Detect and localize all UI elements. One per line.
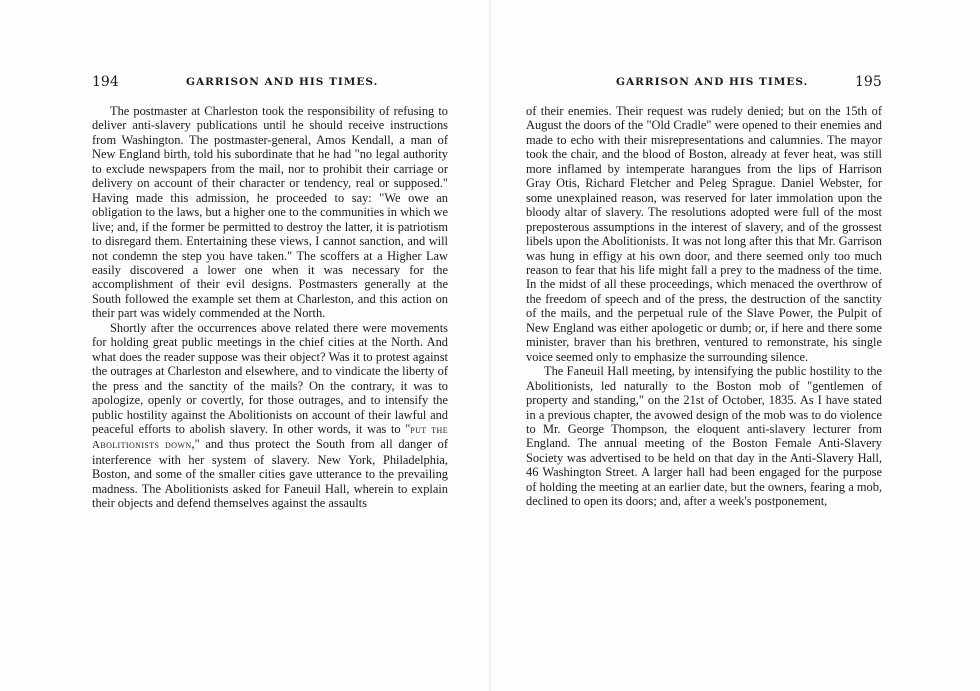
left-paragraph-2-text-b: ," and thus protect the South from all danger of interference with her system of slavery. New York, Philadelphia, Boston, and some of the smaller cities gave utterance to the prevailing madness. The Abolitionists asked for Faneuil Hall, wherein to explain their objects and defend themselves against the assaults	[92, 437, 448, 511]
left-paragraph-1: The postmaster at Charleston took the responsibility of refusing to deliver anti-slavery publications until he should receive instructions from Washington. The postmaster-general, Amos Kendall, a man of New England birth, told his subordinate that he had "no legal authority to exclude newspapers from the mail, nor to prohibit their carriage or delivery on account of their character or tendency, real or supposed." Having made this admission, he proceeded to say: "We owe an obligation to the laws, but a higher one to the communities in which we live; and, if the former be permitted to destroy the latter, it is patriotism to disregard them. Entertaining these views, I cannot sanction, and will not condemn the step you have taken." The scoffers at a Higher Law easily discovered a lower one when it was necessary for the accomplishment of their evil designs. Postmasters generally at the South followed the example set them at Charleston, and this action on their part was widely commended at the North.	[92, 104, 448, 321]
right-running-head: GARRISON AND HIS TIMES.	[616, 76, 809, 88]
right-page	[490, 0, 980, 691]
left-running-head: GARRISON AND HIS TIMES.	[186, 76, 379, 88]
left-page-number: 194	[92, 74, 119, 90]
left-paragraph-2-smallcaps: put the Abolitionists down	[92, 423, 448, 452]
right-page-body	[526, 104, 882, 509]
left-page-body	[92, 104, 448, 511]
right-page-number: 195	[855, 74, 882, 90]
right-paragraph-2: The Faneuil Hall meeting, by intensifying the public hostility to the Abolitionists, led naturally to the Boston mob of "gentlemen of property and standing," on the 21st of October, 1835. As I have stated in a previous chapter, the avowed design of the mob was to do violence to Mr. George Thompson, the eloquent anti-slavery lecturer from England. The annual meeting of the Boston Female Anti-Slavery Society was advertised to be held on that day in the Anti-Slavery Hall, 46 Washington Street. A larger hall had been engaged for the purpose of holding the meeting at an earlier date, but the owners, fearing a mob, declined to open its doors; and, after a week's postponement,	[526, 364, 882, 509]
left-paragraph-2	[92, 321, 448, 511]
right-paragraph-1: of their enemies. Their request was rudely denied; but on the 15th of August the doors of the "Old Cradle" were opened to their enemies and made to echo with their misrepresentations and calumnies. The mayor took the chair, and the blood of Boston, already at fever heat, was still more inflamed by intemperate harangues from the lips of Harrison Gray Otis, Richard Fletcher and Peleg Sprague. Daniel Webster, for some unexplained reason, was reserved for later immolation upon the bloody altar of slavery. The resolutions adopted were full of the most preposterous assumptions in the interest of slavery, and of the grossest libels upon the Abolitionists. It was not long after this that Mr. Garrison was hung in effigy at his own door, and there seemed only too much reason to fear that his life might fall a prey to the madness of the time. In the midst of all these proceedings, which menaced the overthrow of the freedom of speech and of the press, the destruction of the sanctity of the mails, and the perpetual rule of the Slave Power, the Pulpit of New England was either apologetic or dumb; or, if here and there some minister, braver than his brethren, ventured to remonstrate, his single voice seemed only to emphasize the surrounding silence.	[526, 104, 882, 364]
left-paragraph-2-text-a: Shortly after the occurrences above related there were movements for holding great public meetings in the chief cities at the North. And what does the reader suppose was their object? Was it to protest against the outrages at Charleston and elsewhere, and to vindicate the liberty of the press and the sanctity of the mails? On the contrary, it was to apologize, openly or covertly, for those outrages, and to intensify the public hostility against the Abolitionists on account of their lawful and peaceful efforts to abolish slavery. In other words, it was to "	[92, 320, 448, 436]
